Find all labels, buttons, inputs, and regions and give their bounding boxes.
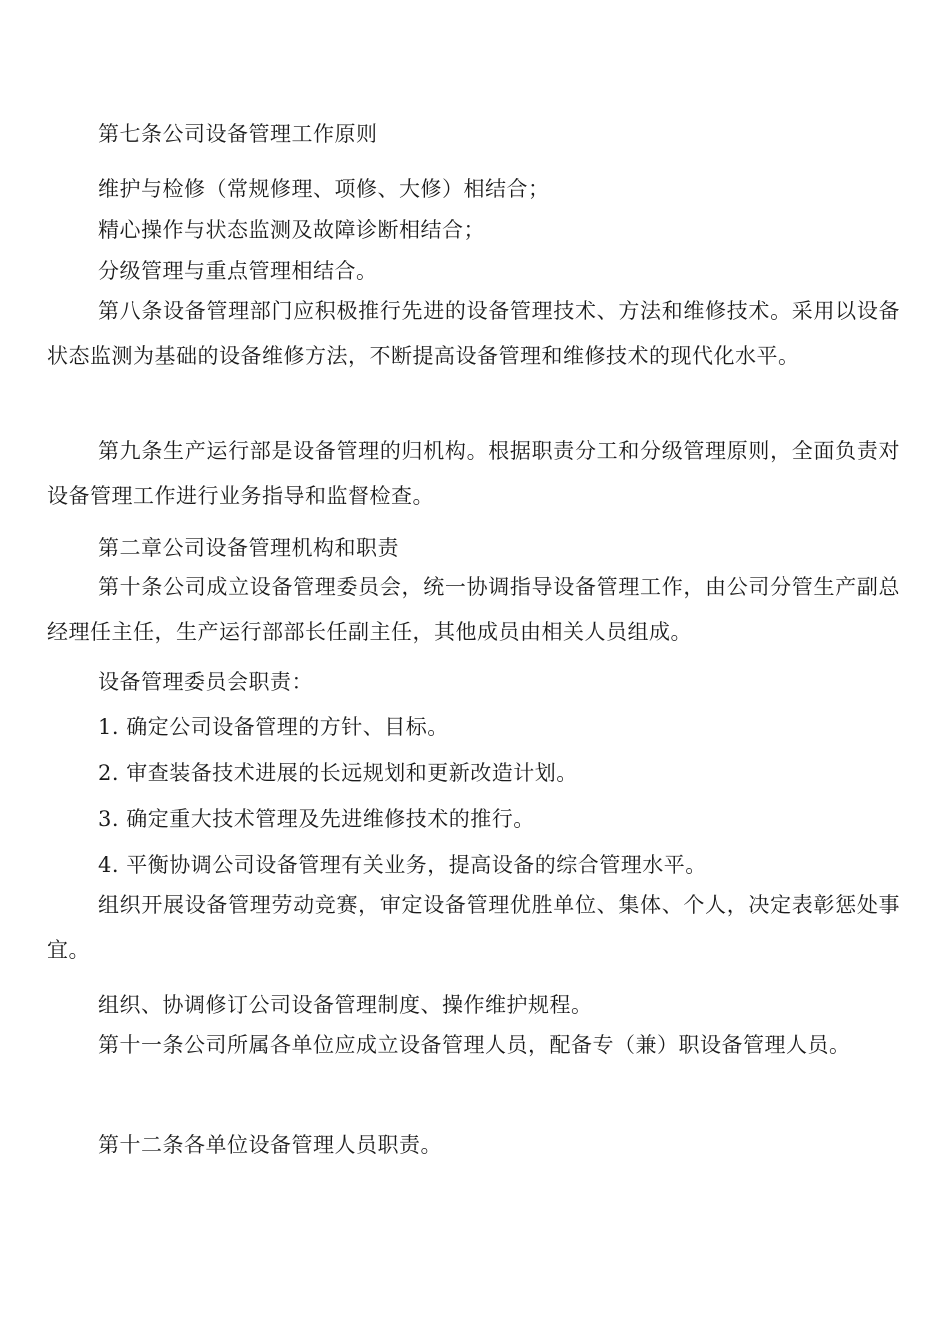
principle-management: 分级管理与重点管理相结合。 xyxy=(98,259,378,283)
principle-operation: 精心操作与状态监测及故障诊断相结合； xyxy=(98,218,485,242)
article-8-paragraph: 第八条设备管理部门应积极推行先进的设备管理技术、方法和维修技术。采用以设备状态监测为基础的设备维修方法，不断提高设备管理和维修技术的现代化水平。 xyxy=(47,299,900,368)
article-11-paragraph: 第十一条公司所属各单位应成立设备管理人员，配备专（兼）职设备管理人员。 xyxy=(98,1033,851,1057)
competition-paragraph: 组织开展设备管理劳动竞赛，审定设备管理优胜单位、集体、个人，决定表彰惩处事宜。 xyxy=(47,893,900,962)
principle-maintenance: 维护与检修（常规修理、项修、大修）相结合； xyxy=(98,177,550,201)
revise-rules-paragraph: 组织、协调修订公司设备管理制度、操作维护规程。 xyxy=(98,993,593,1017)
committee-duties-heading: 设备管理委员会职责： xyxy=(98,670,313,694)
duty-item-4: 4. 平衡协调公司设备管理有关业务，提高设备的综合管理水平。 xyxy=(98,853,707,877)
duty-item-3: 3. 确定重大技术管理及先进维修技术的推行。 xyxy=(98,807,535,831)
article-10-paragraph: 第十条公司成立设备管理委员会，统一协调指导设备管理工作，由公司分管生产副总经理任主任，生产运行部部长任副主任，其他成员由相关人员组成。 xyxy=(47,575,900,644)
chapter-2-heading: 第二章公司设备管理机构和职责 xyxy=(98,536,399,560)
duty-item-2: 2. 审查装备技术进展的长远规划和更新改造计划。 xyxy=(98,761,578,785)
article-7-heading: 第七条公司设备管理工作原则 xyxy=(98,122,378,146)
article-12-heading: 第十二条各单位设备管理人员职责。 xyxy=(98,1133,442,1157)
duty-item-1: 1. 确定公司设备管理的方针、目标。 xyxy=(98,715,449,739)
article-9-paragraph: 第九条生产运行部是设备管理的归机构。根据职责分工和分级管理原则，全面负责对设备管理工作进行业务指导和监督检查。 xyxy=(47,439,900,508)
